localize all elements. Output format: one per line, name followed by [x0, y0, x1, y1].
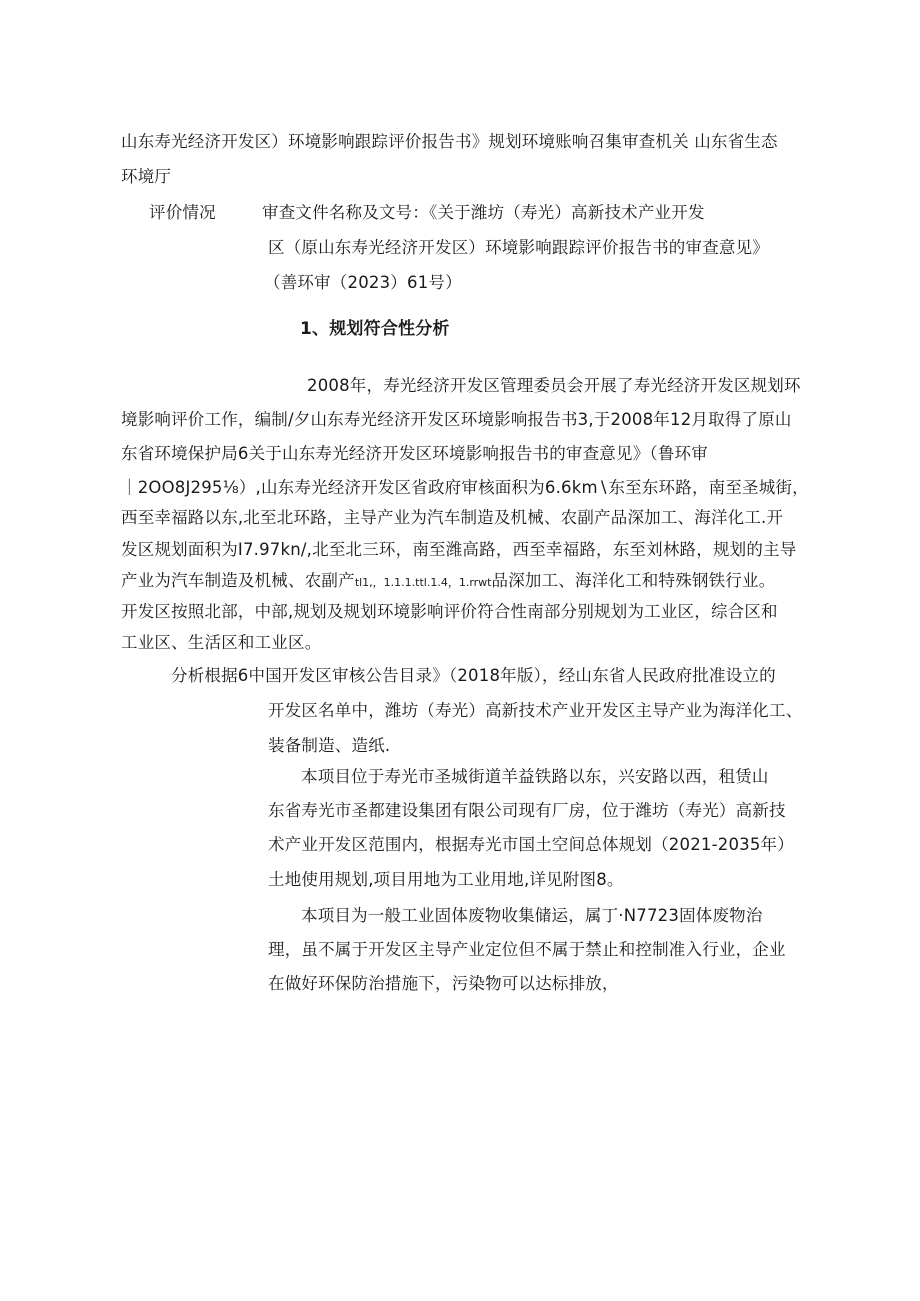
review-document-line-2: 区（原山东寿光经济开发区）环境影响跟踪评价报告书的审查意见》	[268, 238, 769, 257]
paragraph-2-line-1: 分析根据6中国开发区审核公告目录》（2018年版），经山东省人民政府批准设立的	[171, 666, 776, 685]
paragraph-1-line-7-end: 品深加工、海洋化工和特殊钢铁行业。	[491, 571, 776, 590]
paragraph-3-line-2: 东省寿光市圣都建设集团有限公司现有厂房，位于潍坊（寿光）高新技	[268, 801, 786, 820]
paragraph-1-line-2: 境影响评价工作，编制/夕山东寿光经济开发区环境影响报告书3,于2008年12月取得了原山	[121, 410, 792, 429]
paragraph-1-line-4: ｜2OO8J295⅛）,山东寿光经济开发区省政府审核面积为6.6km∖东至东环路，南至圣城街，	[121, 478, 809, 497]
paragraph-4-line-1: 本项目为一般工业固体废物收集储运，属丁·N7723固体废物治	[301, 906, 763, 925]
section-heading: 1、规划符合性分析	[300, 319, 450, 339]
paragraph-3-line-1: 本项目位于寿光市圣城街道羊益铁路以东，兴安路以西，租赁山	[301, 767, 769, 786]
paragraph-1-line-7-noise: tl1,，1.1.1.ttl.1.4，1.rrwt	[354, 576, 492, 589]
paragraph-1-line-1: 2008年，寿光经济开发区管理委员会开展了寿光经济开发区规划环	[307, 376, 801, 395]
paragraph-3-line-4: 土地使用规划,项目用地为工业用地,详见附图8。	[268, 870, 624, 889]
paragraph-2-line-3: 装备制造、造纸.	[268, 736, 391, 755]
paragraph-1-line-3: 东省环境保护局6关于山东寿光经济开发区环境影响报告书的审查意见》（鲁环审	[121, 444, 708, 463]
review-document-line-1: 审查文件名称及文号：《关于潍坊（寿光）高新技术产业开发	[262, 203, 705, 222]
paragraph-2-line-2: 开发区名单中，潍坊（寿光）高新技术产业开发区主导产业为海洋化工、	[268, 701, 803, 720]
header-line-2: 环境厅	[121, 167, 172, 186]
paragraph-1-line-9: 工业区、生活区和工业区。	[121, 633, 322, 652]
paragraph-1-line-7	[121, 570, 775, 594]
paragraph-4-line-2: 理，虽不属于开发区主导产业定位但不属于禁止和控制准入行业，企业	[268, 940, 786, 959]
paragraph-3-line-3: 术产业开发区范围内，根据寿光市国土空间总体规划（2021-2035年）	[268, 835, 794, 854]
paragraph-1-line-5: 西至幸福路以东,北至北环路，主导产业为汽车制造及机械、农副产品深加工、海洋化工.开	[121, 508, 784, 527]
evaluation-label: 评价情况	[149, 203, 216, 222]
header-line-1: 山东寿光经济开发区）环境影响跟踪评价报告书》规划环境账响召集审查机关 山东省生态	[121, 132, 778, 151]
paragraph-1-line-7-start: 产业为汽车制造及机械、农副产	[121, 571, 355, 590]
paragraph-1-line-6: 发区规划面积为I7.97kn/,北至北三环，南至潍高路，西至幸福路，东至刘林路，规划的主导	[121, 540, 797, 559]
paragraph-1-line-8: 开发区按照北部，中部,规划及规划环境影响评价符合性南部分别规划为工业区，综合区和	[121, 602, 778, 621]
paragraph-4-line-3: 在做好环保防治措施下，污染物可以达标排放，	[268, 974, 619, 993]
review-document-number: （善环审（2023）61号）	[264, 273, 462, 292]
